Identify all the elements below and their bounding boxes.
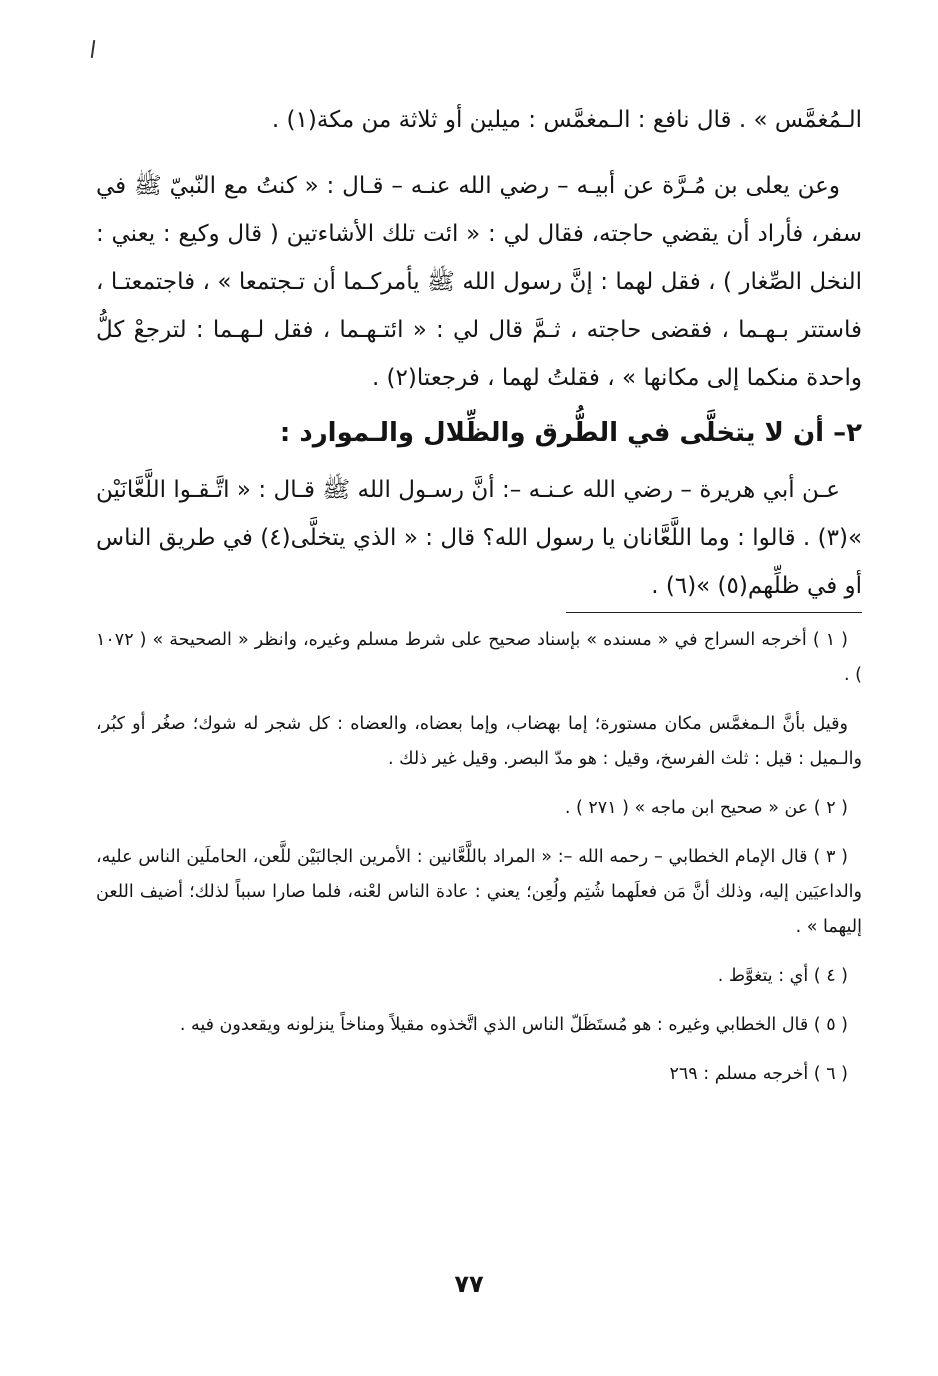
page-body (96, 96, 862, 1106)
footnote-3: ( ٣ ) قال الإمام الخطابي – رحمه الله –: « المراد باللَّعَّانين : الأمرين الجالبَيْن للَّعن، الحاملَين الناس عليه، والداعيَين إليه، وذلك أنَّ مَن فعلَهما شُتِم ولُعِن؛ يعني : عادة الناس لعْنه، فلما صارا سبباً لذلك؛ أضيف اللعن إليهما » . (96, 847, 862, 937)
footnote-5: ( ٥ ) قال الخطابي وغيره : هو مُستَظَلّ الناس الذي اتَّخذوه مقيلاً ومناخاً ينزلونه ويقعدون فيه . (179, 1015, 848, 1035)
corner-mark (91, 40, 95, 58)
footnote-separator (566, 612, 862, 613)
footnotes (96, 623, 862, 1092)
paragraph-yala-hadith: وعن يعلى بن مُـرَّة عن أبيـه – رضي الله عنـه – قـال : « كنتُ مع النّبيّ ﷺ في سفر، فأراد أن يقضي حاجته، فقال لي : « ائت تلك الأشاءتين ( قال وكيع : يعني : النخل الصِّغار ) ، فقل لهما : إنَّ رسول الله ﷺ يأمركـما أن تـجتمعا » ، فاجتمعتـا ، فاستتر بـهـما ، فقضى حاجته ، ثـمَّ قال لي : « ائتـهـما ، فقل لـهـما : لترجعْ كلُّ واحدة منكما إلى مكانها » ، فقلتُ لهما ، فرجعتا(٢) . (96, 173, 862, 391)
section-heading: ٢– أن لا يتخلَّى في الطُّرق والظِّلال والـموارد : (279, 418, 862, 448)
footnote-1-note: وقيل بأنَّ الـمغمَّس مكان مستورة؛ إما بهضاب، وإما بعضاه، والعضاه : كل شجر له شوك؛ صغُر أو كبُر، والـميل : قيل : ثلث الفرسخ، وقيل : هو مدّ البصر. وقيل غير ذلك . (96, 714, 862, 769)
footnote-6: ( ٦ ) أخرجه مسلم : ٢٦٩ (669, 1064, 848, 1084)
main-text (96, 96, 862, 610)
paragraph-continuation: الـمُغمَّس » . قال نافع : الـمغمَّس : ميلين أو ثلاثة من مكة(١) . (271, 107, 862, 133)
footnote-1: ( ١ ) أخرجه السراج في « مسنده » بإسناد صحيح على شرط مسلم وغيره، وانظر « الصحيحة » ( ١٠٧٢ ) . (96, 630, 862, 685)
page-number: ٧٧ (454, 1270, 484, 1298)
paragraph-abu-hurayra-hadith: عـن أبي هريرة – رضي الله عـنـه –: أنَّ رسـول الله ﷺ قـال : « اتَّـقـوا اللَّعَّانَيْن »(٣) . قالوا : وما اللَّعَّانان يا رسول الله؟ قال : « الذي يتخلَّى(٤) في طريق الناس أو في ظلِّهم(٥) »(٦) . (96, 477, 863, 599)
footnote-4: ( ٤ ) أي : يتغوَّط . (717, 966, 848, 986)
footnote-2: ( ٢ ) عن « صحيح ابن ماجه » ( ٢٧١ ) . (564, 798, 848, 818)
